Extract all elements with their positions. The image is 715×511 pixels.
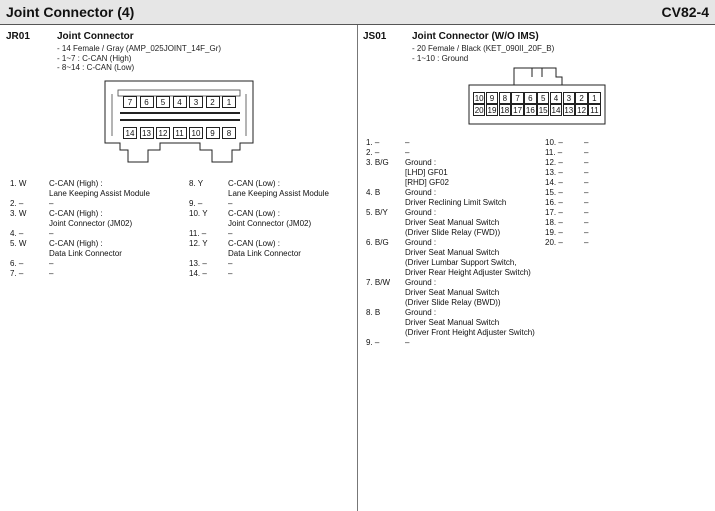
- pin-entry: [366, 158, 541, 188]
- jr01-spec-line: - 8~14 : C-CAN (Low): [57, 63, 135, 72]
- jr01-pin-list-1: [10, 179, 180, 279]
- connector-pin-cell: 1: [222, 96, 236, 108]
- pin-description-line: –: [584, 198, 589, 207]
- pin-description: [49, 269, 53, 279]
- pin-entry: [10, 239, 180, 259]
- pin-number: 2. –: [10, 199, 24, 208]
- pin-entry: [366, 138, 541, 148]
- pin-number: 12. –: [545, 158, 563, 167]
- pin-description: [584, 178, 588, 188]
- pin-description: [49, 259, 53, 269]
- connector-pin-cell: 3: [563, 92, 575, 104]
- jr01-spec-line: - 1~7 : C-CAN (High): [57, 53, 132, 63]
- pin-number: 20. –: [545, 238, 563, 247]
- pin-description: [49, 229, 53, 239]
- pin-description-line: –: [228, 269, 233, 278]
- connector-pin-cell: 4: [173, 96, 187, 108]
- pin-description-line: C-CAN (Low) :: [228, 209, 281, 218]
- connector-pin-cell: 4: [550, 92, 562, 104]
- pin-entry: [366, 188, 541, 208]
- pin-entry: [10, 179, 180, 199]
- pin-description-line: Ground :: [405, 208, 437, 217]
- pin-number: 17. –: [545, 208, 563, 217]
- pin-number: 3. B/G: [366, 158, 389, 167]
- pin-description: [584, 158, 588, 168]
- page-code: CV82-4: [661, 4, 709, 20]
- pin-description-line: [LHD] GF01: [405, 168, 448, 177]
- pin-entry: [366, 208, 541, 238]
- pin-number: 4. B: [366, 188, 381, 197]
- pin-description-line: –: [584, 208, 589, 217]
- pin-description-line: –: [228, 259, 233, 268]
- connector-pin-cell: 8: [499, 92, 511, 104]
- pin-entry: [189, 209, 354, 229]
- js01-pin-list-1: [366, 138, 541, 348]
- pin-description-line: Data Link Connector: [228, 249, 301, 258]
- pin-description: [405, 278, 501, 308]
- pin-description-line: –: [49, 269, 54, 278]
- pin-description: [405, 188, 506, 208]
- pin-description-line: –: [228, 229, 233, 238]
- pin-description: [228, 269, 232, 279]
- pin-description-line: –: [405, 138, 410, 147]
- pin-description-line: –: [584, 228, 589, 237]
- pin-number: 10. –: [545, 138, 563, 147]
- pin-description: [228, 199, 232, 209]
- pin-number: 16. –: [545, 198, 563, 207]
- pin-description-line: C-CAN (Low) :: [228, 239, 281, 248]
- pin-description: [405, 148, 409, 158]
- pin-description-line: Lane Keeping Assist Module: [49, 189, 150, 198]
- pin-entry: [545, 208, 710, 218]
- connector-pin-cell: 7: [123, 96, 137, 108]
- pin-entry: [545, 238, 710, 248]
- pin-number: 4. –: [10, 229, 24, 238]
- pin-description-line: C-CAN (High) :: [49, 239, 103, 248]
- pin-number: 11. –: [545, 148, 563, 157]
- connector-pin-cell: 10: [474, 94, 484, 103]
- pin-number: 1. W: [10, 179, 27, 188]
- pin-description: [228, 179, 329, 199]
- pin-description-line: Driver Seat Manual Switch: [405, 288, 500, 297]
- pin-entry: [10, 259, 180, 269]
- connector-pin-cell: 15: [538, 106, 548, 115]
- pin-description-line: C-CAN (High) :: [49, 209, 103, 218]
- pin-description-line: –: [49, 229, 54, 238]
- pin-number: 3. W: [10, 209, 27, 218]
- connector-pin-cell: 9: [486, 92, 498, 104]
- pin-entry: [545, 178, 710, 188]
- pin-description-line: (Driver Slide Relay (BWD)): [405, 298, 501, 307]
- pin-entry: [545, 168, 710, 178]
- pin-number: 8. Y: [189, 179, 204, 188]
- column-divider: [357, 25, 358, 511]
- pin-description: [405, 138, 409, 148]
- pin-description-line: –: [584, 178, 589, 187]
- pin-description-line: C-CAN (High) :: [49, 179, 103, 188]
- pin-description-line: Ground :: [405, 238, 437, 247]
- connector-pin-cell: 9: [206, 127, 220, 139]
- pin-number: 18. –: [545, 218, 563, 227]
- pin-description-line: –: [228, 199, 233, 208]
- pin-description-line: –: [405, 148, 410, 157]
- pin-description-line: –: [584, 158, 589, 167]
- js01-pin-list-2: [545, 138, 710, 248]
- connector-pin-cell: 5: [156, 96, 170, 108]
- pin-entry: [10, 269, 180, 279]
- connector-pin-cell: 1: [588, 92, 600, 104]
- connector-pin-cell: 6: [140, 96, 154, 108]
- pin-description: [49, 209, 132, 229]
- connector-pin-cell: 19: [487, 106, 497, 115]
- js01-spec-line: - 20 Female / Black (KET_090II_20F_B): [412, 44, 555, 53]
- pin-number: 5. W: [10, 239, 27, 248]
- pin-description-line: –: [584, 238, 589, 247]
- pin-description-line: –: [584, 218, 589, 227]
- pin-description-line: Driver Reclining Limit Switch: [405, 198, 507, 207]
- js01-id: JS01: [363, 31, 387, 42]
- connector-pin-cell: 6: [524, 92, 536, 104]
- pin-entry: [545, 188, 710, 198]
- pin-description: [228, 239, 301, 259]
- pin-description: [49, 239, 122, 259]
- pin-description-line: –: [584, 138, 589, 147]
- pin-description: [228, 259, 232, 269]
- pin-description: [584, 168, 588, 178]
- pin-entry: [545, 198, 710, 208]
- pin-description-line: Ground :: [405, 278, 437, 287]
- pin-description-line: Joint Connector (JM02): [49, 219, 133, 228]
- connector-pin-cell: 20: [474, 106, 484, 115]
- connector-pin-cell: 14: [123, 127, 137, 139]
- connector-pin-cell: 13: [564, 106, 574, 115]
- pin-description: [405, 158, 449, 188]
- pin-entry: [366, 278, 541, 308]
- pin-number: 6. B/G: [366, 238, 389, 247]
- pin-number: 7. –: [10, 269, 24, 278]
- jr01-connector-diagram: [104, 80, 254, 164]
- pin-number: 14. –: [189, 269, 207, 278]
- pin-number: 15. –: [545, 188, 563, 197]
- pin-description-line: Driver Seat Manual Switch: [405, 248, 500, 257]
- pin-description-line: Driver Rear Height Adjuster Switch): [405, 268, 531, 277]
- pin-entry: [189, 269, 354, 279]
- pin-number: 13. –: [189, 259, 207, 268]
- pin-entry: [10, 229, 180, 239]
- pin-number: 9. –: [189, 199, 203, 208]
- pin-entry: [189, 199, 354, 209]
- pin-description-line: –: [49, 199, 54, 208]
- pin-entry: [545, 138, 710, 148]
- connector-pin-cell: 7: [511, 92, 523, 104]
- pin-entry: [545, 218, 710, 228]
- connector-pin-cell: 16: [525, 106, 535, 115]
- pin-description: [228, 209, 311, 229]
- page-header: [0, 0, 715, 24]
- connector-pin-cell: 10: [189, 127, 203, 139]
- connector-pin-cell: 11: [588, 104, 600, 116]
- page-title: Joint Connector (4): [6, 4, 135, 20]
- pin-description-line: Data Link Connector: [49, 249, 122, 258]
- pin-description: [228, 229, 232, 239]
- pin-description-line: Driver Seat Manual Switch: [405, 218, 500, 227]
- pin-entry: [189, 239, 354, 259]
- connector-pin-cell: 5: [537, 92, 549, 104]
- pin-number: 7. B/W: [366, 278, 391, 287]
- pin-number: 2. –: [366, 148, 380, 157]
- pin-entry: [366, 338, 541, 348]
- pin-number: 6. –: [10, 259, 24, 268]
- js01-spec: [412, 44, 554, 63]
- pin-description: [405, 338, 409, 348]
- connector-pin-cell: 11: [173, 127, 187, 139]
- pin-number: 12. Y: [189, 239, 208, 248]
- pin-description: [584, 218, 588, 228]
- connector-pin-cell: 3: [189, 96, 203, 108]
- pin-number: 14. –: [545, 178, 563, 187]
- pin-entry: [189, 259, 354, 269]
- pin-entry: [366, 308, 541, 338]
- pin-number: 19. –: [545, 228, 563, 237]
- pin-entry: [545, 228, 710, 238]
- pin-description-line: –: [584, 148, 589, 157]
- pin-description-line: Joint Connector (JM02): [228, 219, 312, 228]
- pin-number: 9. –: [366, 338, 380, 347]
- pin-description-line: (Driver Front Height Adjuster Switch): [405, 328, 535, 337]
- pin-entry: [189, 229, 354, 239]
- pin-description-line: [RHD] GF02: [405, 178, 450, 187]
- connector-pin-cell: 13: [140, 127, 154, 139]
- pin-description: [584, 138, 588, 148]
- pin-description: [584, 148, 588, 158]
- pin-entry: [366, 238, 541, 278]
- pin-description-line: –: [584, 188, 589, 197]
- pin-entry: [189, 179, 354, 199]
- pin-description: [49, 199, 53, 209]
- pin-description: [49, 179, 150, 199]
- pin-description-line: –: [405, 338, 410, 347]
- pin-description: [584, 208, 588, 218]
- pin-description-line: Ground :: [405, 158, 437, 167]
- jr01-pin-list-2: [189, 179, 354, 279]
- pin-description-line: Driver Seat Manual Switch: [405, 318, 500, 327]
- pin-number: 1. –: [366, 138, 380, 147]
- jr01-id: JR01: [6, 31, 30, 42]
- pin-entry: [10, 209, 180, 229]
- pin-description-line: C-CAN (Low) :: [228, 179, 281, 188]
- pin-number: 5. B/Y: [366, 208, 388, 217]
- pin-description-line: Ground :: [405, 188, 437, 197]
- pin-description-line: –: [49, 259, 54, 268]
- jr01-name: Joint Connector: [57, 31, 134, 42]
- pin-description: [405, 208, 500, 238]
- pin-description-line: –: [584, 168, 589, 177]
- connector-pin-cell: 2: [575, 92, 587, 104]
- pin-description: [405, 308, 535, 338]
- pin-description-line: Lane Keeping Assist Module: [228, 189, 329, 198]
- pin-number: 8. B: [366, 308, 381, 317]
- connector-pin-cell: 18: [500, 106, 510, 115]
- connector-pin-cell: 2: [206, 96, 220, 108]
- pin-description: [584, 198, 588, 208]
- pin-description: [584, 188, 588, 198]
- pin-entry: [10, 199, 180, 209]
- connector-pin-cell: 14: [551, 106, 561, 115]
- connector-pin-cell: 12: [156, 127, 170, 139]
- pin-description-line: (Driver Lumbar Support Switch,: [405, 258, 517, 267]
- pin-description: [584, 238, 588, 248]
- js01-spec-line: - 1~10 : Ground: [412, 53, 469, 63]
- pin-entry: [545, 148, 710, 158]
- pin-description-line: (Driver Slide Relay (FWD)): [405, 228, 501, 237]
- pin-description-line: Ground :: [405, 308, 437, 317]
- connector-pin-cell: 8: [222, 127, 236, 139]
- pin-entry: [366, 148, 541, 158]
- pin-description: [584, 228, 588, 238]
- connector-pin-cell: 17: [513, 106, 523, 115]
- pin-number: 10. Y: [189, 209, 208, 218]
- pin-description: [405, 238, 531, 278]
- js01-name: Joint Connector (W/O IMS): [412, 31, 539, 42]
- connector-pin-cell: 12: [577, 106, 587, 115]
- pin-number: 11. –: [189, 229, 207, 238]
- jr01-spec-line: - 14 Female / Gray (AMP_025JOINT_14F_Gr): [57, 44, 222, 53]
- jr01-spec: [57, 44, 221, 73]
- pin-entry: [545, 158, 710, 168]
- pin-number: 13. –: [545, 168, 563, 177]
